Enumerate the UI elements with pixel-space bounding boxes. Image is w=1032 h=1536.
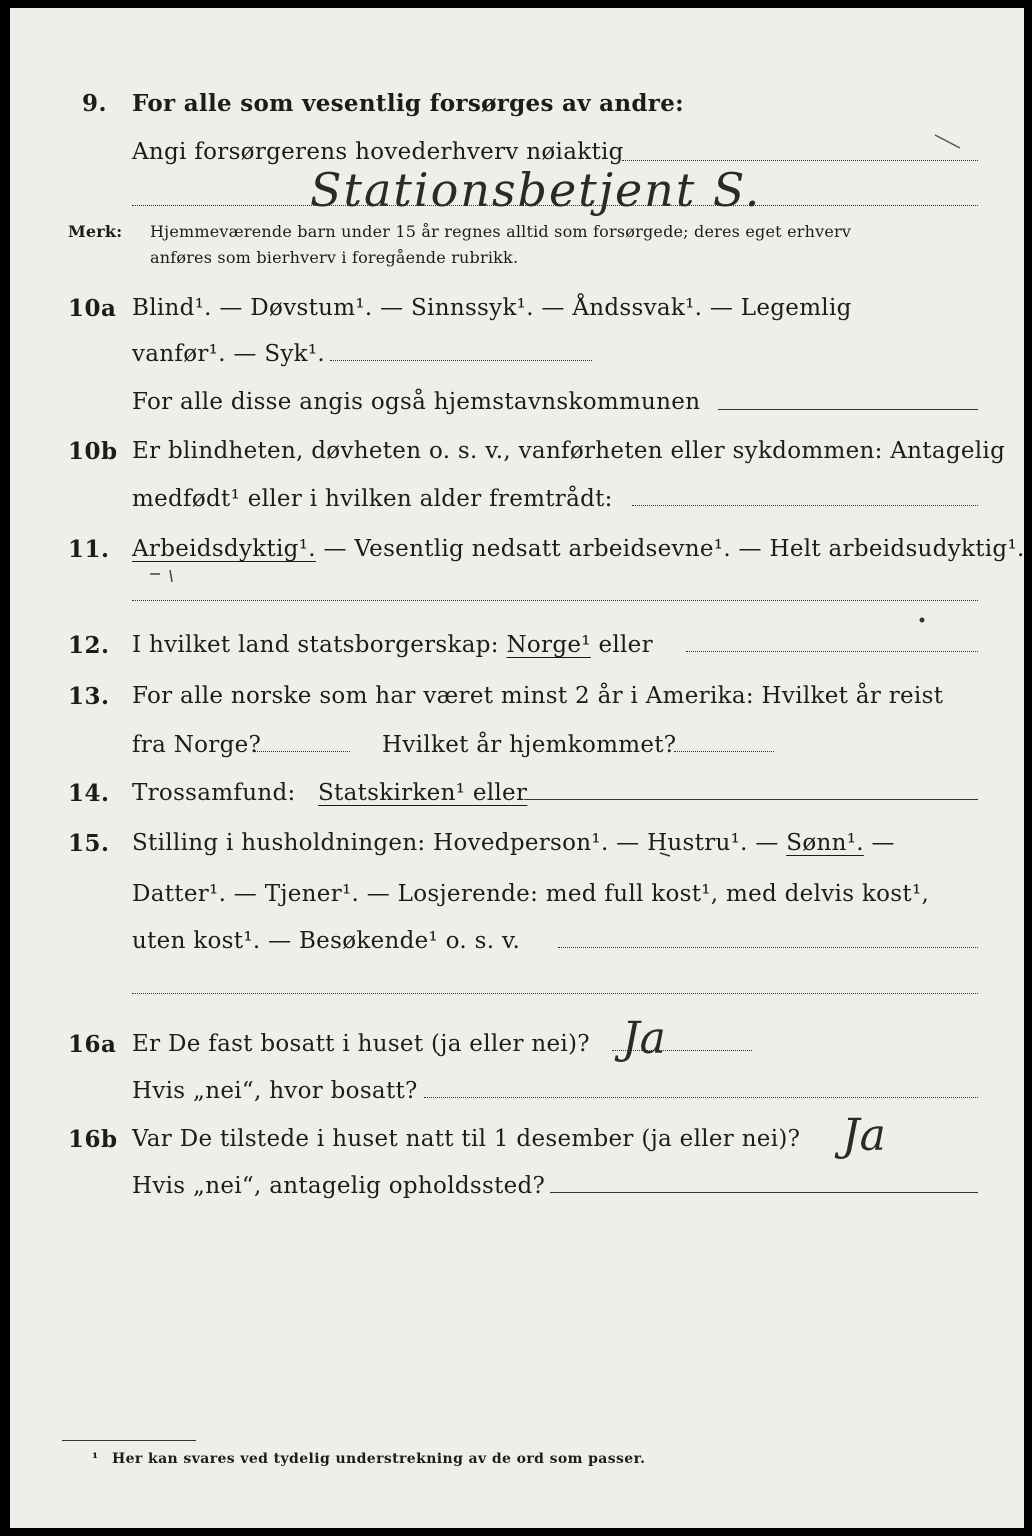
q9-prompt: Angi forsørgerens hovederhverv nøiaktig: [132, 139, 624, 165]
merk-label: Merk:: [68, 222, 123, 241]
q13-hjemkommet-line[interactable]: [674, 751, 774, 752]
q11-option-arbeidsdyktig[interactable]: Arbeidsdyktig¹.: [132, 536, 316, 562]
q9-handwritten-answer: Stationsbetjent S.: [310, 163, 762, 217]
pencil-tick-mark: [150, 570, 172, 582]
q12-option-norge[interactable]: Norge¹: [506, 632, 591, 658]
footnote-rule: [62, 1440, 196, 1441]
q16a-number: 16a: [68, 1031, 117, 1058]
q15-line1: [132, 830, 895, 856]
q10a-hjemstavn-line[interactable]: [718, 409, 978, 410]
q9-answer-line[interactable]: [622, 160, 978, 161]
q16b-line1: Var De tilstede i huset natt til 1 desember (ja eller nei)?: [132, 1126, 801, 1152]
q16b-line2: Hvis „nei“, antagelig opholdssted?: [132, 1173, 546, 1199]
q15-second-line[interactable]: [132, 993, 978, 994]
q11-rest: — Vesentlig nedsatt arbeidsevne¹. — Helt arbeidsudyktig¹.: [323, 536, 1025, 562]
q9-second-line[interactable]: [132, 205, 978, 206]
q15-answer-line[interactable]: [558, 947, 978, 948]
q15-line1a: Stilling i husholdningen: Hovedperson¹. — Hustru¹. —: [132, 830, 779, 856]
q11-number: 11.: [68, 536, 110, 563]
q12-text-wrap: [132, 632, 653, 658]
q16a-line2: Hvis „nei“, hvor bosatt?: [132, 1078, 418, 1104]
q10a-line3: For alle disse angis også hjemstavnskommunen: [132, 389, 701, 415]
q15-line3: uten kost¹. — Besøkende¹ o. s. v.: [132, 928, 521, 954]
q13-number: 13.: [68, 683, 110, 710]
q16b-handwritten-answer: Ja: [842, 1110, 886, 1161]
q10a-line2: vanfør¹. — Syk¹.: [132, 341, 326, 367]
q16b-opholdssted-line[interactable]: [550, 1192, 978, 1193]
q13-line2b: Hvilket år hjemkommet?: [382, 732, 677, 758]
footnote-mark: ¹: [92, 1451, 99, 1467]
census-form-page: [10, 8, 1024, 1528]
q9-number: 9.: [82, 90, 108, 117]
q15-line1c: —: [871, 830, 895, 856]
q15-line2: Datter¹. — Tjener¹. — Losjerende: med full kost¹, med delvis kost¹,: [132, 881, 930, 907]
q16a-bosatt-line[interactable]: [424, 1097, 978, 1098]
q13-line2a: fra Norge?: [132, 732, 262, 758]
merk-line1: Hjemmeværende barn under 15 år regnes alltid som forsørgede; deres eget erhverv: [150, 222, 852, 241]
q10b-line2: medfødt¹ eller i hvilken alder fremtrådt:: [132, 486, 613, 512]
merk-line2: anføres som bierhverv i foregående rubrikk.: [150, 248, 519, 267]
q15-option-sonn[interactable]: Sønn¹.: [786, 830, 864, 856]
q16b-number: 16b: [68, 1126, 118, 1153]
q12-answer-line[interactable]: [686, 651, 978, 652]
q12-suffix: eller: [598, 632, 653, 658]
q12-text: I hvilket land statsborgerskap:: [132, 632, 499, 658]
q10b-line1: Er blindheten, døvheten o. s. v., vanførheten eller sykdommen: Antagelig: [132, 438, 1006, 464]
q10b-answer-line[interactable]: [632, 505, 978, 506]
ink-dot-mark: [920, 618, 925, 623]
q13-reist-line[interactable]: [254, 751, 350, 752]
q9-title: For alle som vesentlig forsørges av andre:: [132, 90, 684, 117]
q10a-number: 10a: [68, 295, 117, 322]
q14-text: Trossamfund:: [132, 780, 296, 806]
footnote-text: Her kan svares ved tydelig understrekning av de ord som passer.: [112, 1451, 646, 1467]
q16a-line1: Er De fast bosatt i huset (ja eller nei)?: [132, 1031, 590, 1057]
q14-option-statskirken[interactable]: Statskirken¹ eller: [318, 780, 528, 806]
q13-line1: For alle norske som har været minst 2 år i Amerika: Hvilket år reist: [132, 683, 944, 709]
q15-number: 15.: [68, 830, 110, 857]
q11-text: [132, 536, 1025, 562]
q16a-handwritten-answer: Ja: [622, 1013, 666, 1064]
q11-answer-line[interactable]: [132, 600, 978, 601]
q12-number: 12.: [68, 632, 110, 659]
pen-stroke-mark: [935, 135, 960, 148]
q10b-number: 10b: [68, 438, 118, 465]
q14-number: 14.: [68, 780, 110, 807]
q14-answer-line[interactable]: [524, 799, 978, 800]
q10a-line1: Blind¹. — Døvstum¹. — Sinnssyk¹. — Åndssvak¹. — Legemlig: [132, 295, 852, 321]
q10a-syk-line[interactable]: [330, 360, 592, 361]
